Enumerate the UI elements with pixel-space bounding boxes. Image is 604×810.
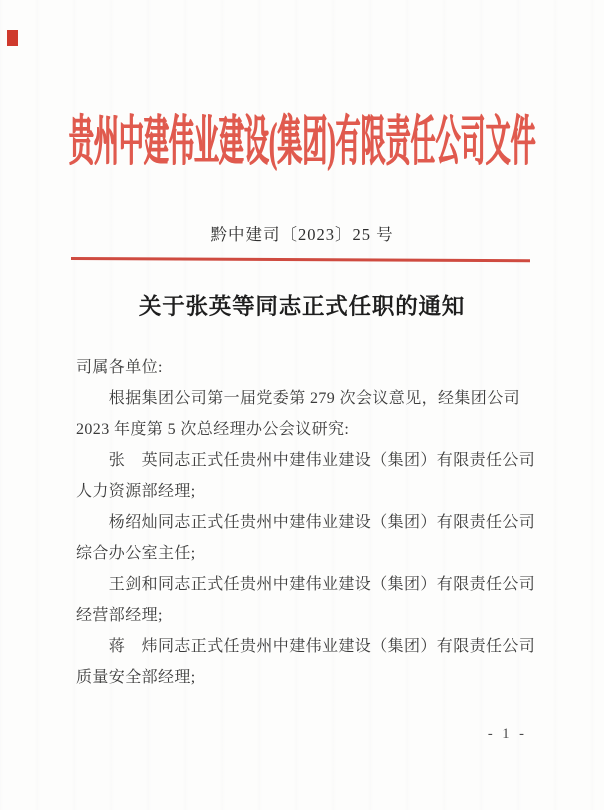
body-line: 人力资源部经理; (76, 483, 196, 500)
body-line: 杨绍灿同志正式任贵州中建伟业建设（集团）有限责任公司 (76, 514, 536, 531)
body-line: 蒋 炜同志正式任贵州中建伟业建设（集团）有限责任公司 (76, 638, 536, 655)
body-line: 王剑和同志正式任贵州中建伟业建设（集团）有限责任公司 (76, 576, 536, 593)
header-divider-line (71, 257, 530, 262)
document-header-title (0, 100, 604, 176)
body-line: 2023 年度第 5 次总经理办公会议研究: (76, 421, 350, 438)
body-line: 综合办公室主任; (76, 545, 196, 562)
body-line: 司属各单位: (76, 359, 163, 376)
body-line: 根据集团公司第一届党委第 279 次会议意见，经集团公司 (76, 390, 521, 407)
page-number: - 1 - (487, 726, 527, 742)
doc-number: 黔中建司〔2023〕25 号 (210, 225, 394, 244)
document-body (76, 352, 542, 693)
body-line: 质量安全部经理; (76, 669, 196, 686)
corner-mark (7, 30, 18, 46)
document-header-title-text: 贵州中建伟业建设(集团)有限责任公司文件 (68, 114, 536, 173)
body-line: 经营部经理; (76, 607, 163, 624)
body-line: 张 英同志正式任贵州中建伟业建设（集团）有限责任公司 (76, 452, 536, 469)
document-title: 关于张英等同志正式任职的通知 (138, 294, 466, 319)
